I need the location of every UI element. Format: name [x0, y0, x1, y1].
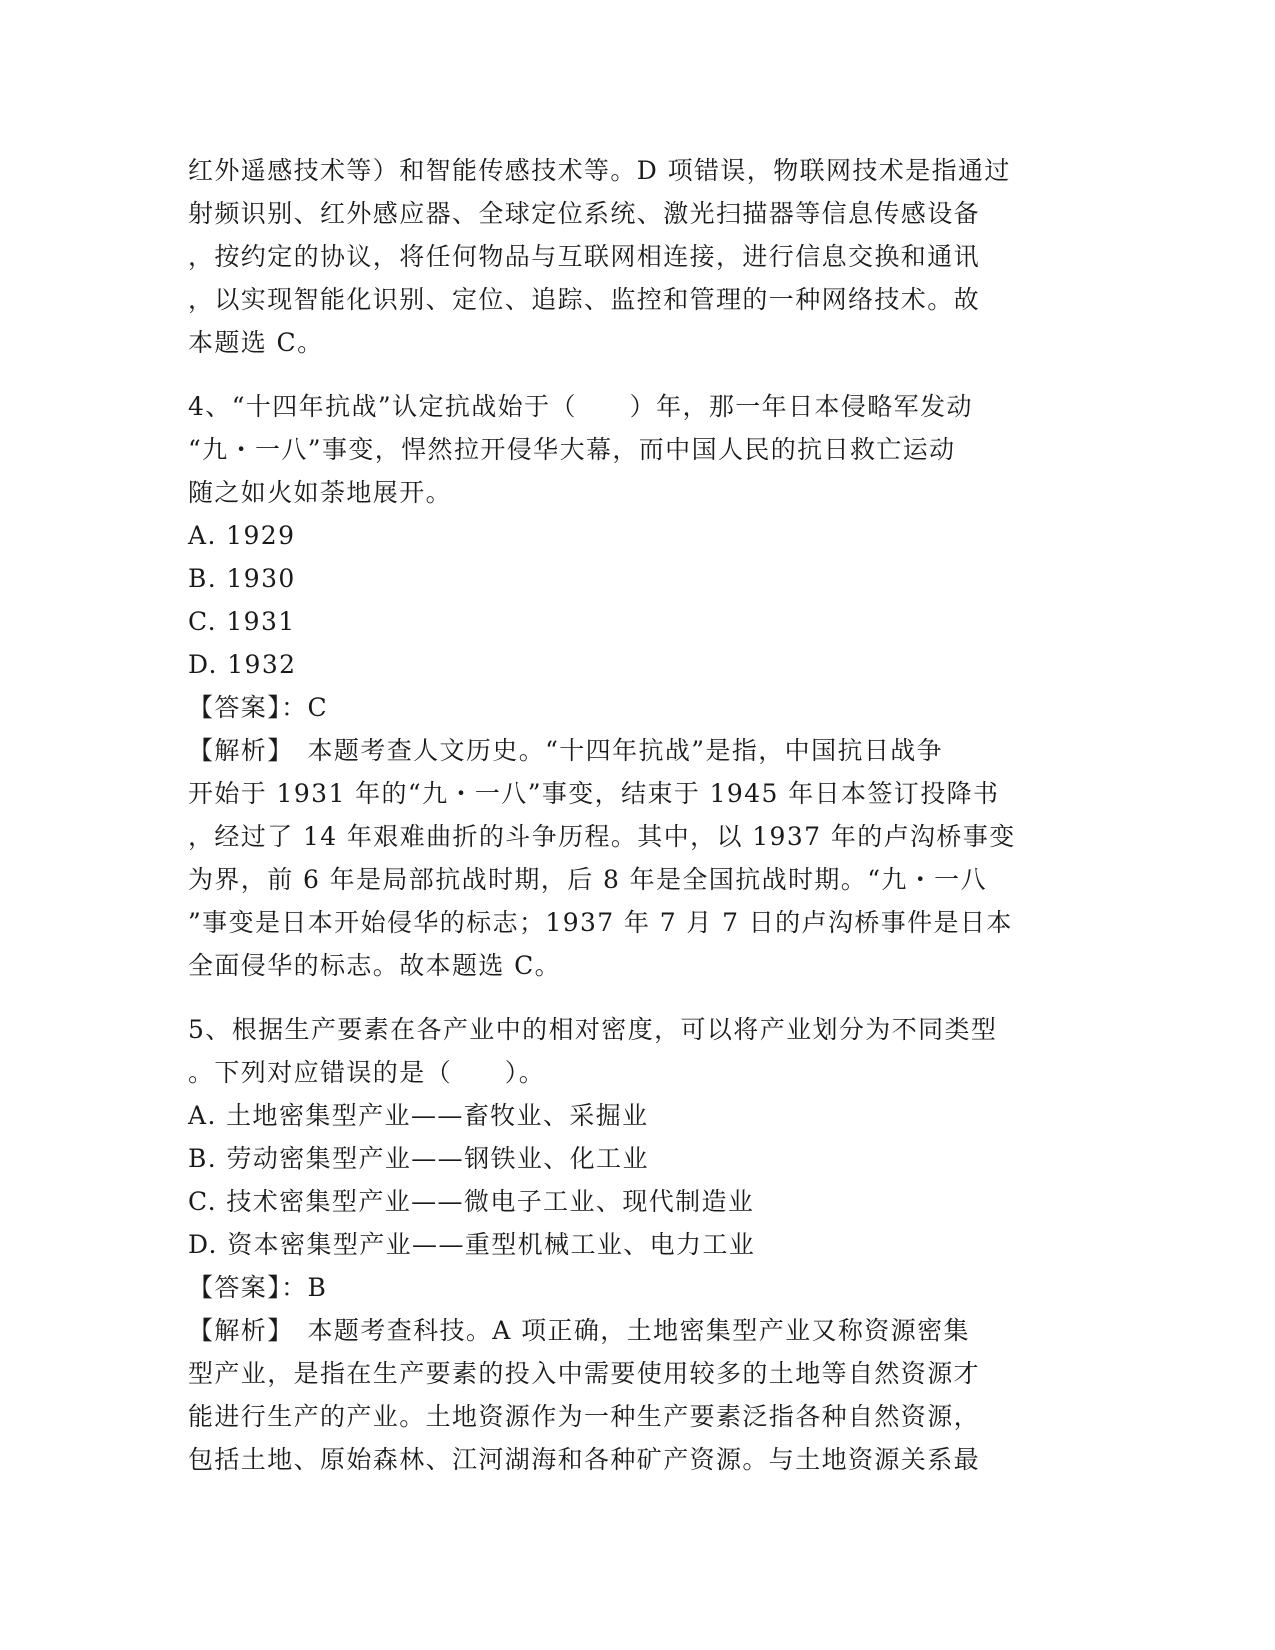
document-body — [188, 149, 1088, 1481]
analysis-line: 【解析】 本题考查科技。A 项正确，土地密集型产业又称资源密集 — [188, 1316, 970, 1345]
question-stem-line: 随之如火如荼地展开。 — [188, 478, 453, 507]
analysis-line: 包括土地、原始森林、江河湖海和各种矿产资源。与土地资源关系最 — [188, 1445, 981, 1474]
question-stem-line: “九・一八”事变，悍然拉开侵华大幕，而中国人民的抗日救亡运动 — [188, 435, 956, 464]
analysis-line: 能进行生产的产业。土地资源作为一种生产要素泛指各种自然资源， — [188, 1402, 981, 1431]
analysis-line: 型产业，是指在生产要素的投入中需要使用较多的土地等自然资源才 — [188, 1359, 981, 1388]
analysis-line: ”事变是日本开始侵华的标志；1937 年 7 月 7 日的卢沟桥事件是日本 — [188, 908, 1013, 937]
option-b: B. 1930 — [188, 564, 296, 593]
analysis-line: ，经过了 14 年艰难曲折的斗争历程。其中，以 1937 年的卢沟桥事变 — [188, 822, 1016, 851]
question-stem-line: 。下列对应错误的是（ ）。 — [188, 1058, 546, 1087]
text-line: 射频识别、红外感应器、全球定位系统、激光扫描器等信息传感设备 — [188, 199, 981, 228]
paragraph-gap — [188, 364, 1088, 385]
question-stem-line: 5、根据生产要素在各产业中的相对密度，可以将产业划分为不同类型 — [188, 1015, 998, 1044]
answer-line: 【答案】：B — [188, 1273, 328, 1302]
text-line: 本题选 C。 — [188, 328, 324, 357]
option-b: B. 劳动密集型产业——钢铁业、化工业 — [188, 1144, 649, 1173]
question-4 — [188, 385, 1088, 987]
option-c: C. 技术密集型产业——微电子工业、现代制造业 — [188, 1187, 755, 1216]
option-d: D. 资本密集型产业——重型机械工业、电力工业 — [188, 1230, 756, 1259]
option-a: A. 1929 — [188, 521, 296, 550]
option-d: D. 1932 — [188, 650, 297, 679]
previous-analysis-continuation — [188, 149, 1088, 364]
analysis-line: 开始于 1931 年的“九・一八”事变，结束于 1945 年日本签订投降书 — [188, 779, 1000, 808]
paragraph-gap — [188, 987, 1088, 1008]
question-stem-line: 4、“十四年抗战”认定抗战始于（ ）年，那一年日本侵略军发动 — [188, 392, 973, 421]
answer-line: 【答案】：C — [188, 693, 329, 722]
text-line: ，按约定的协议，将任何物品与互联网相连接，进行信息交换和通讯 — [188, 242, 981, 271]
question-5 — [188, 1008, 1088, 1481]
analysis-line: 为界，前 6 年是局部抗战时期，后 8 年是全国抗战时期。“九・一八 — [188, 865, 987, 894]
analysis-line: 【解析】 本题考查人文历史。“十四年抗战”是指，中国抗日战争 — [188, 736, 944, 765]
text-line: ，以实现智能化识别、定位、追踪、监控和管理的一种网络技术。故 — [188, 285, 981, 314]
option-a: A. 土地密集型产业——畜牧业、采掘业 — [188, 1101, 649, 1130]
option-c: C. 1931 — [188, 607, 296, 636]
analysis-line: 全面侵华的标志。故本题选 C。 — [188, 951, 562, 980]
text-line: 红外遥感技术等）和智能传感技术等。D 项错误，物联网技术是指通过 — [188, 156, 1011, 185]
